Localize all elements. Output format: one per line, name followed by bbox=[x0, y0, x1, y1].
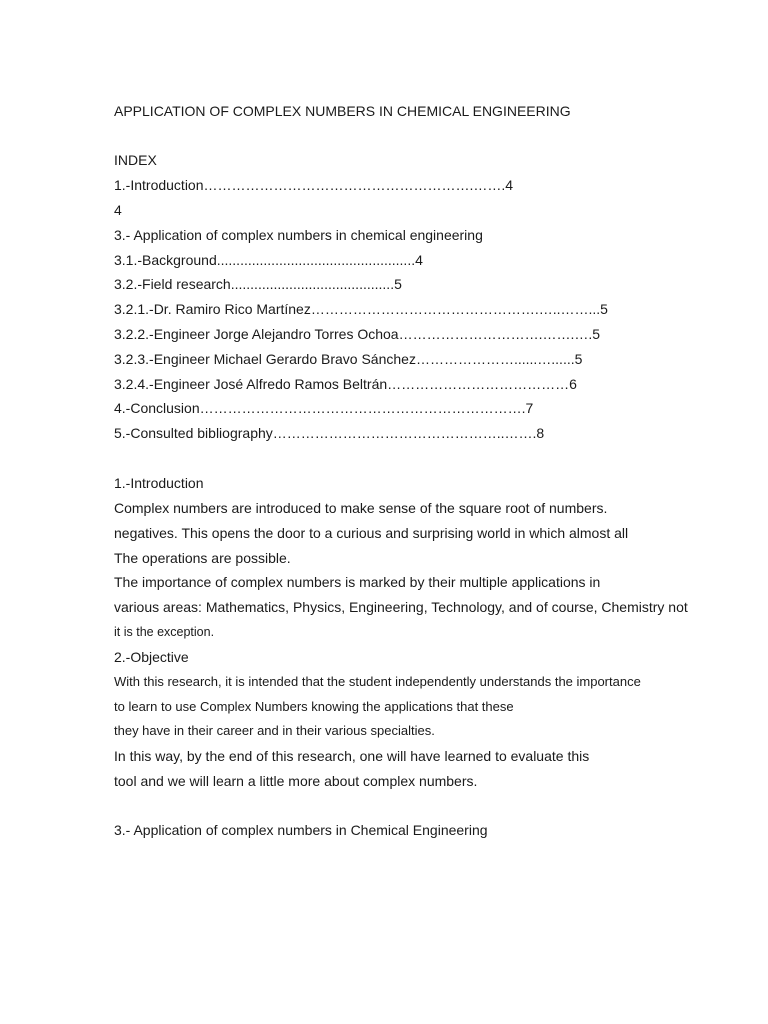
objective-paragraph-line: With this research, it is intended that the student independently understands the importance bbox=[114, 674, 641, 689]
section-3-heading: 3.- Application of complex numbers in Chemical Engineering bbox=[114, 822, 488, 838]
introduction-paragraph-line: Complex numbers are introduced to make sense of the square root of numbers. bbox=[114, 500, 608, 516]
toc-entry-background: 3.1.-Background...................................................4 bbox=[114, 252, 423, 268]
toc-entry-stray-number: 4 bbox=[114, 202, 122, 218]
toc-entry-field-research: 3.2.-Field research..........................................5 bbox=[114, 276, 402, 292]
toc-entry-conclusion: 4.-Conclusion…………………………………………………………….7 bbox=[114, 400, 534, 416]
objective-paragraph-line: tool and we will learn a little more about complex numbers. bbox=[114, 773, 478, 789]
objective-paragraph-line: to learn to use Complex Numbers knowing the applications that these bbox=[114, 699, 514, 714]
toc-entry-introduction: 1.-Introduction………………………………………………….…….4 bbox=[114, 177, 514, 193]
toc-entry-ramos-beltran: 3.2.4.-Engineer José Alfredo Ramos Beltrán…………………………………6 bbox=[114, 376, 577, 392]
introduction-paragraph-line: The importance of complex numbers is marked by their multiple applications in bbox=[114, 574, 601, 590]
toc-entry-bibliography: 5.-Consulted bibliography…………………………………………..…….8 bbox=[114, 425, 545, 441]
objective-heading: 2.-Objective bbox=[114, 649, 189, 665]
objective-paragraph-line: In this way, by the end of this research, one will have learned to evaluate this bbox=[114, 748, 590, 764]
toc-entry-bravo-sanchez: 3.2.3.-Engineer Michael Gerardo Bravo Sánchez…………………......…......5 bbox=[114, 351, 583, 367]
introduction-heading: 1.-Introduction bbox=[114, 475, 204, 491]
introduction-paragraph-line: negatives. This opens the door to a curious and surprising world in which almost all bbox=[114, 525, 629, 541]
introduction-paragraph-line: The operations are possible. bbox=[114, 550, 291, 566]
index-heading: INDEX bbox=[114, 152, 157, 168]
introduction-paragraph-line: various areas: Mathematics, Physics, Engineering, Technology, and of course, Chemistry not bbox=[114, 599, 688, 615]
document-title: APPLICATION OF COMPLEX NUMBERS IN CHEMICAL ENGINEERING bbox=[114, 103, 571, 119]
toc-entry-application: 3.- Application of complex numbers in chemical engineering bbox=[114, 227, 483, 243]
toc-entry-rico-martinez: 3.2.1.-Dr. Ramiro Rico Martínez………………………………………….…..……...5 bbox=[114, 301, 608, 317]
objective-paragraph-line: they have in their career and in their various specialties. bbox=[114, 723, 435, 738]
introduction-paragraph-line: it is the exception. bbox=[114, 625, 215, 639]
toc-entry-torres-ochoa: 3.2.2.-Engineer Jorge Alejandro Torres Ochoa………………………….…….….5 bbox=[114, 326, 601, 342]
